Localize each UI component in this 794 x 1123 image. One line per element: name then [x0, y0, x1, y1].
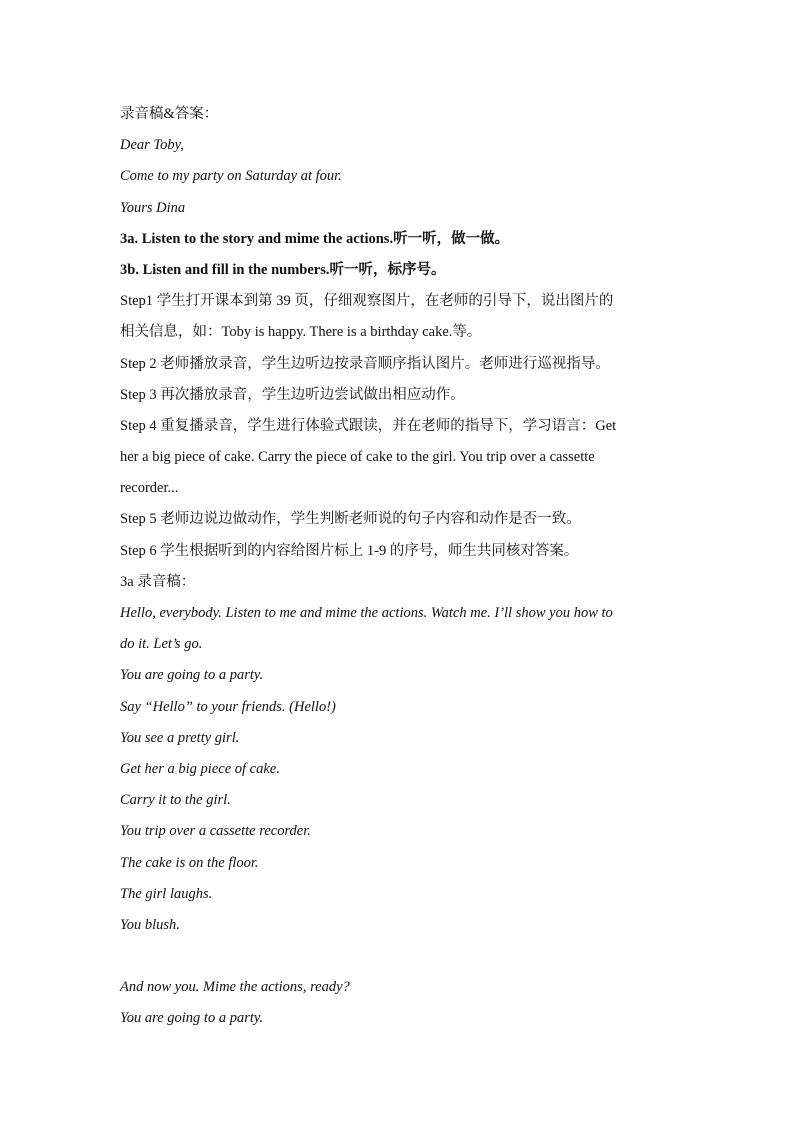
transcript-line: And now you. Mime the actions, ready? [120, 979, 350, 996]
transcript-line: The girl laughs. [120, 885, 213, 902]
transcript-line: do it. Let’s go. [120, 636, 203, 653]
step-3: Step 3 再次播放录音，学生边听边尝试做出相应动作。 [120, 386, 465, 403]
letter-body: Come to my party on Saturday at four. [120, 168, 342, 185]
document-page [120, 99, 680, 1035]
step-4-line-2: her a big piece of cake. Carry the piece of cake to the girl. You trip over a cassette [120, 449, 595, 466]
letter-signature: Yours Dina [120, 199, 186, 216]
paragraph-gap [120, 941, 680, 972]
transcript-line: Hello, everybody. Listen to me and mime the actions. Watch me. I’ll show you how to [120, 605, 613, 621]
step-2: Step 2 老师播放录音，学生边听边按录音顺序指认图片。老师进行巡视指导。 [120, 355, 610, 372]
step-1-line-2: 相关信息，如：Toby is happy. There is a birthday cake.等。 [120, 324, 482, 341]
step-1-line-1: Step1 学生打开课本到第 39 页，仔细观察图片，在老师的引导下，说出图片的 [120, 293, 614, 310]
step-4-line-3: recorder... [120, 480, 179, 497]
transcript-line: You blush. [120, 916, 180, 933]
transcript-heading: 录音稿&答案： [120, 106, 219, 122]
section-3a-heading: 3a. Listen to the story and mime the actions.听一听，做一做。 [120, 230, 510, 247]
step-5: Step 5 老师边说边做动作，学生判断老师说的句子内容和动作是否一致。 [120, 511, 581, 528]
letter-salutation: Dear Toby, [120, 137, 184, 154]
transcript-3a-heading: 3a 录音稿： [120, 573, 196, 590]
transcript-line: You are going to a party. [120, 667, 264, 684]
transcript-line: You see a pretty girl. [120, 729, 240, 746]
transcript-line: Get her a big piece of cake. [120, 760, 280, 777]
step-6: Step 6 学生根据听到的内容给图片标上 1-9 的序号，师生共同核对答案。 [120, 542, 579, 559]
transcript-line: You are going to a party. [120, 1010, 264, 1027]
transcript-line: Carry it to the girl. [120, 792, 231, 809]
transcript-line: You trip over a cassette recorder. [120, 823, 311, 840]
step-4-line-1: Step 4 重复播录音，学生进行体验式跟读，并在老师的指导下，学习语言：Get [120, 417, 617, 434]
transcript-line: Say “Hello” to your friends. (Hello!) [120, 698, 336, 715]
section-3b-heading: 3b. Listen and fill in the numbers.听一听，标序号。 [120, 261, 446, 278]
transcript-line: The cake is on the floor. [120, 854, 259, 871]
